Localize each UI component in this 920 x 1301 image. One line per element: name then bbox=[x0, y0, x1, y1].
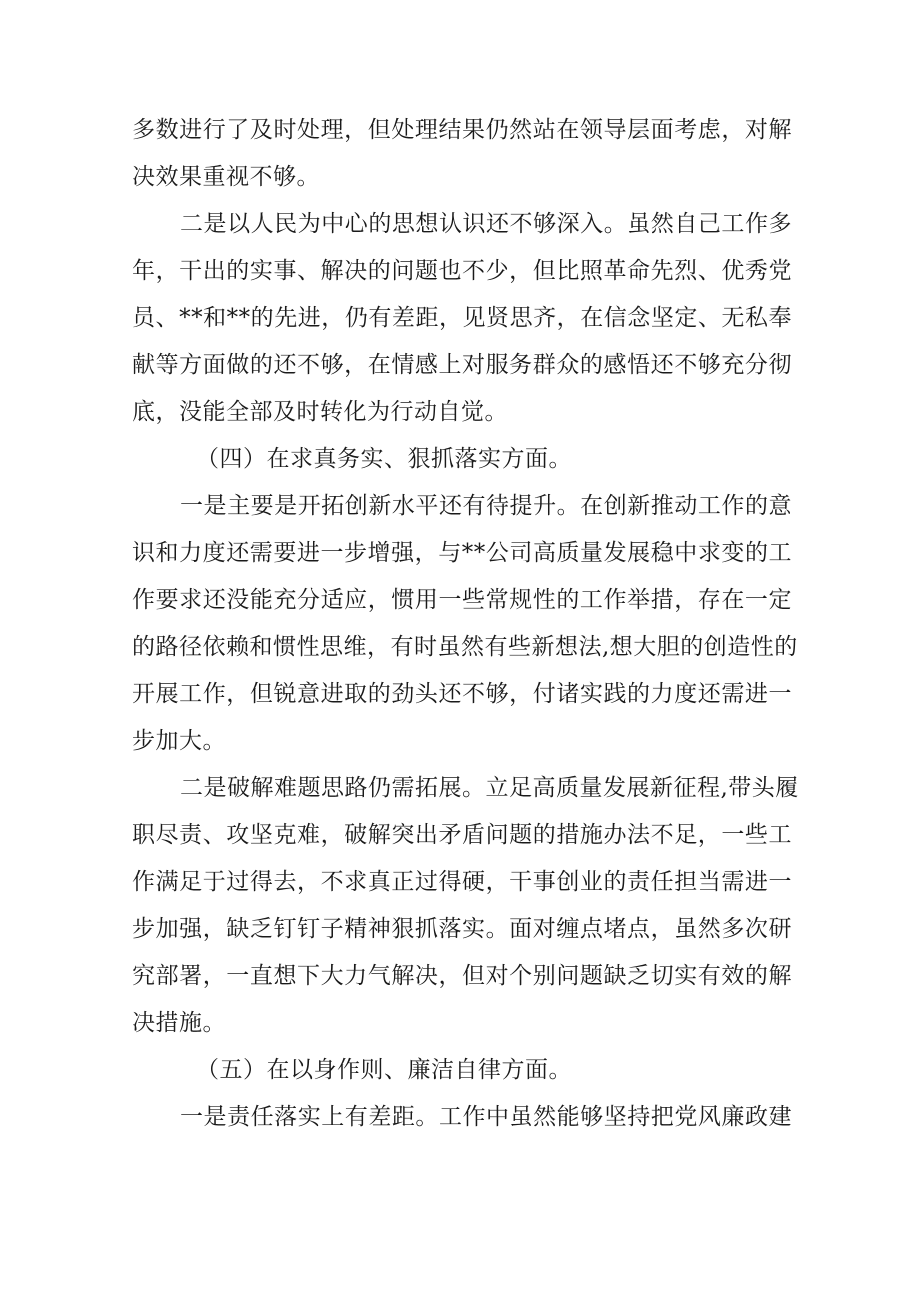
text-line: 年，干出的实事、解决的问题也不少，但比照革命先烈、优秀党 bbox=[132, 258, 792, 284]
text-line: 献等方面做的还不够，在情感上对服务群众的感悟还不够充分彻 bbox=[132, 352, 792, 378]
text-line: 作满足于过得去，不求真正过得硬，干事创业的责任担当需进一 bbox=[132, 869, 792, 895]
text-line: 决效果重视不够。 bbox=[132, 164, 320, 190]
paragraph bbox=[132, 765, 799, 1047]
text-line: 步加大。 bbox=[132, 728, 226, 754]
paragraph bbox=[132, 1094, 792, 1141]
text-line: 决措施。 bbox=[132, 1010, 226, 1036]
text-line: 作要求还没能充分适应，惯用一些常规性的工作举措，存在一定 bbox=[132, 587, 792, 613]
paragraph-continuation bbox=[132, 107, 792, 201]
text-line: 职尽责、攻坚克难，破解突出矛盾问题的措施办法不足，一些工 bbox=[132, 822, 792, 848]
heading-text: （四）在求真务实、狠抓落实方面。 bbox=[196, 446, 572, 472]
text-line: 二是以人民为中心的思想认识还不够深入。虽然自己工作多 bbox=[180, 211, 792, 237]
text-line: 识和力度还需要进一步增强，与**公司高质量发展稳中求变的工 bbox=[132, 540, 792, 566]
text-line: 究部署，一直想下大力气解决，但对个别问题缺乏切实有效的解 bbox=[132, 963, 792, 989]
text-line: 步加强，缺乏钉钉子精神狠抓落实。面对缠点堵点，虽然多次研 bbox=[132, 916, 792, 942]
section-heading-4 bbox=[132, 436, 792, 483]
document-body bbox=[132, 107, 799, 1141]
text-line: 底，没能全部及时转化为行动自觉。 bbox=[132, 399, 508, 425]
section-heading-5 bbox=[132, 1047, 792, 1094]
text-line: 的路径依赖和惯性思维，有时虽然有些新想法,想大胆的创造性的 bbox=[132, 634, 798, 660]
paragraph bbox=[132, 201, 792, 436]
text-line: 二是破解难题思路仍需拓展。立足高质量发展新征程,带头履 bbox=[180, 775, 799, 801]
text-line: 员、**和**的先进，仍有差距，见贤思齐，在信念坚定、无私奉 bbox=[132, 305, 792, 331]
text-line: 多数进行了及时处理，但处理结果仍然站在领导层面考虑，对解 bbox=[132, 117, 792, 143]
text-line: 一是责任落实上有差距。工作中虽然能够坚持把党风廉政建 bbox=[180, 1104, 792, 1130]
paragraph bbox=[132, 483, 798, 765]
heading-text: （五）在以身作则、廉洁自律方面。 bbox=[196, 1057, 572, 1083]
text-line: 一是主要是开拓创新水平还有待提升。在创新推动工作的意 bbox=[180, 493, 792, 519]
text-line: 开展工作，但锐意进取的劲头还不够，付诸实践的力度还需进一 bbox=[132, 681, 792, 707]
